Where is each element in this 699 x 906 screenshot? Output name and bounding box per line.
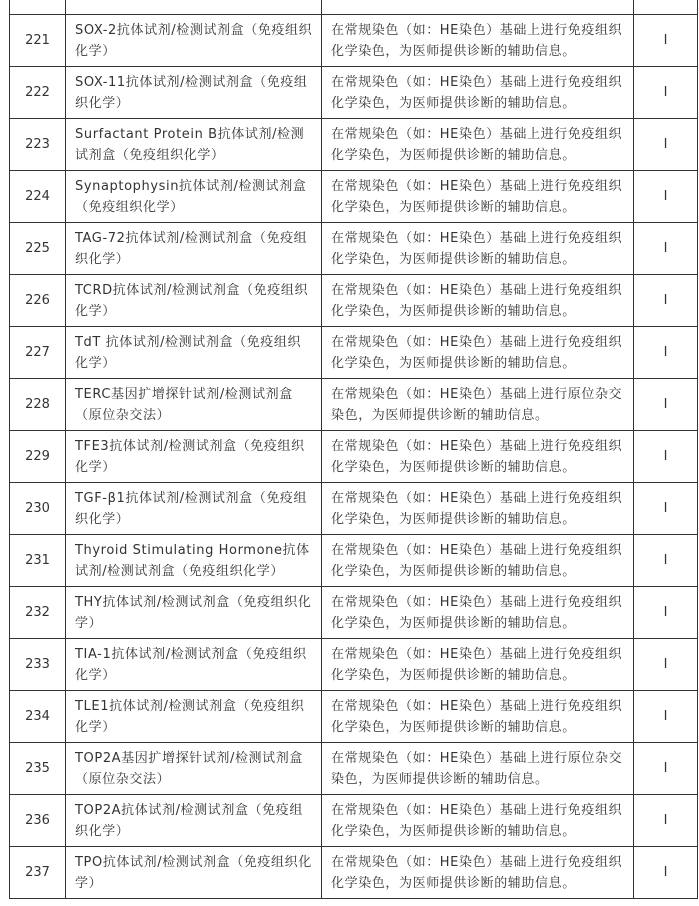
- product-name: TGF-β1抗体试剂/检测试剂盒（免疫组织化学）: [75, 490, 308, 527]
- table-row: [10, 431, 698, 483]
- intended-use: 在常规染色（如：HE染色）基础上进行免疫组织化学染色，为医师提供诊断的辅助信息。: [331, 74, 623, 111]
- product-name: TPO抗体试剂/检测试剂盒（免疫组织化学）: [75, 854, 312, 891]
- product-name: TLE1抗体试剂/检测试剂盒（免疫组织化学）: [75, 698, 305, 735]
- table-row: [10, 275, 698, 327]
- row-number: 230: [25, 501, 50, 516]
- row-number: 222: [25, 85, 50, 100]
- intended-use: 在常规染色（如：HE染色）基础上进行免疫组织化学染色，为医师提供诊断的辅助信息。: [331, 802, 623, 839]
- intended-use: 在常规染色（如：HE染色）基础上进行免疫组织化学染色，为医师提供诊断的辅助信息。: [331, 542, 623, 579]
- table-row: [10, 67, 698, 119]
- product-name-cell: [66, 743, 322, 795]
- device-class: I: [663, 137, 668, 152]
- table-row: [10, 15, 698, 67]
- product-name: TIA-1抗体试剂/检测试剂盒（免疫组织化学）: [75, 646, 307, 683]
- device-class: I: [663, 397, 668, 412]
- row-number-cell: [10, 67, 66, 119]
- device-class-cell: [634, 431, 698, 483]
- row-number: 223: [25, 137, 50, 152]
- intended-use: 在常规染色（如：HE染色）基础上进行免疫组织化学染色，为医师提供诊断的辅助信息。: [331, 646, 623, 683]
- reagent-table: [9, 0, 698, 899]
- product-name: Synaptophysin抗体试剂/检测试剂盒（免疫组织化学）: [75, 178, 307, 215]
- row-number: 221: [25, 33, 50, 48]
- intended-use-cell: [322, 223, 634, 275]
- device-class-cell: [634, 639, 698, 691]
- row-number-cell: [10, 795, 66, 847]
- device-class: I: [663, 85, 668, 100]
- product-name-cell: [66, 795, 322, 847]
- table-row: [10, 483, 698, 535]
- intended-use-cell: [322, 431, 634, 483]
- device-class-cell: [634, 67, 698, 119]
- row-number-cell: [10, 379, 66, 431]
- table-row: [10, 119, 698, 171]
- device-class: I: [663, 501, 668, 516]
- device-class: I: [663, 241, 668, 256]
- product-name-cell: [66, 223, 322, 275]
- intended-use-cell: [322, 847, 634, 899]
- row-number: 228: [25, 397, 50, 412]
- device-class: I: [663, 293, 668, 308]
- intended-use-cell: [322, 379, 634, 431]
- intended-use-cell: [322, 119, 634, 171]
- intended-use: 在常规染色（如：HE染色）基础上进行免疫组织化学染色，为医师提供诊断的辅助信息。: [331, 854, 623, 891]
- device-class-cell: [634, 847, 698, 899]
- device-class-cell: [634, 0, 698, 15]
- product-name-cell: [66, 119, 322, 171]
- product-name: TFE3抗体试剂/检测试剂盒（免疫组织化学）: [75, 438, 305, 475]
- intended-use: 在常规染色（如：HE染色）基础上进行原位杂交染色，为医师提供诊断的辅助信息。: [331, 750, 623, 787]
- device-class: I: [663, 449, 668, 464]
- device-class: I: [663, 33, 668, 48]
- row-number-cell: [10, 327, 66, 379]
- intended-use-cell: [322, 15, 634, 67]
- intended-use: 在常规染色（如：HE染色）基础上进行免疫组织化学染色，为医师提供诊断的辅助信息。: [331, 698, 623, 735]
- product-name-cell: [66, 431, 322, 483]
- row-number-cell: [10, 483, 66, 535]
- product-name-cell: [66, 535, 322, 587]
- row-number-cell: [10, 119, 66, 171]
- device-class: I: [663, 553, 668, 568]
- product-name: TdT 抗体试剂/检测试剂盒（免疫组织化学）: [75, 334, 302, 371]
- product-name-cell: [66, 327, 322, 379]
- intended-use-cell: [322, 327, 634, 379]
- table-row: [10, 691, 698, 743]
- intended-use-cell: [322, 67, 634, 119]
- row-number-cell: [10, 743, 66, 795]
- row-number-cell: [10, 223, 66, 275]
- intended-use: 在常规染色（如：HE染色）基础上进行免疫组织化学染色，为医师提供诊断的辅助信息。: [331, 490, 623, 527]
- intended-use: 在常规染色（如：HE染色）基础上进行免疫组织化学染色，为医师提供诊断的辅助信息。: [331, 594, 623, 631]
- table-row: [10, 795, 698, 847]
- intended-use: 在常规染色（如：HE染色）基础上进行免疫组织化学染色，为医师提供诊断的辅助信息。: [331, 230, 623, 267]
- row-number: 232: [25, 605, 50, 620]
- product-name: TOP2A基因扩增探针试剂/检测试剂盒（原位杂交法）: [75, 750, 303, 787]
- product-name: SOX-2抗体试剂/检测试剂盒（免疫组织化学）: [75, 22, 313, 59]
- device-class: I: [663, 865, 668, 880]
- row-number-cell: [10, 535, 66, 587]
- product-name-cell: [66, 0, 322, 15]
- device-class-cell: [634, 327, 698, 379]
- device-class: I: [663, 761, 668, 776]
- table-row: [10, 223, 698, 275]
- product-name: THY抗体试剂/检测试剂盒（免疫组织化学）: [75, 594, 312, 631]
- device-class: I: [663, 605, 668, 620]
- row-number: 227: [25, 345, 50, 360]
- device-class-cell: [634, 795, 698, 847]
- product-name: TOP2A抗体试剂/检测试剂盒（免疫组织化学）: [75, 802, 303, 839]
- row-number: 235: [25, 761, 50, 776]
- row-number-cell: [10, 639, 66, 691]
- product-name: SOX-11抗体试剂/检测试剂盒（免疫组织化学）: [75, 74, 308, 111]
- device-class-cell: [634, 15, 698, 67]
- device-class-cell: [634, 483, 698, 535]
- row-number-cell: [10, 275, 66, 327]
- table-row: [10, 535, 698, 587]
- row-number: 233: [25, 657, 50, 672]
- table-row: [10, 171, 698, 223]
- intended-use: 在常规染色（如：HE染色）基础上进行原位杂交染色，为医师提供诊断的辅助信息。: [331, 386, 623, 423]
- row-number-cell: [10, 171, 66, 223]
- table-row: [10, 0, 698, 15]
- device-class: I: [663, 813, 668, 828]
- row-number-cell: [10, 431, 66, 483]
- row-number: 237: [25, 865, 50, 880]
- row-number-cell: [10, 15, 66, 67]
- table-row: [10, 743, 698, 795]
- table-row: [10, 327, 698, 379]
- row-number-cell: [10, 587, 66, 639]
- device-class-cell: [634, 587, 698, 639]
- device-class-cell: [634, 171, 698, 223]
- device-class: I: [663, 657, 668, 672]
- row-number: 231: [25, 553, 50, 568]
- row-number-cell: [10, 691, 66, 743]
- table-body: [10, 0, 698, 899]
- intended-use-cell: [322, 587, 634, 639]
- device-class-cell: [634, 535, 698, 587]
- row-number: 226: [25, 293, 50, 308]
- intended-use: 在常规染色（如：HE染色）基础上进行免疫组织化学染色，为医师提供诊断的辅助信息。: [331, 438, 623, 475]
- device-class-cell: [634, 223, 698, 275]
- product-name: Thyroid Stimulating Hormone抗体试剂/检测试剂盒（免疫组织化学）: [75, 542, 310, 579]
- device-class-cell: [634, 119, 698, 171]
- device-class: I: [663, 189, 668, 204]
- row-number: 236: [25, 813, 50, 828]
- device-class-cell: [634, 691, 698, 743]
- product-name-cell: [66, 67, 322, 119]
- device-class-cell: [634, 379, 698, 431]
- intended-use-cell: [322, 795, 634, 847]
- intended-use: 在常规染色（如：HE染色）基础上进行免疫组织化学染色，为医师提供诊断的辅助信息。: [331, 282, 623, 319]
- table-row: [10, 847, 698, 899]
- intended-use: 在常规染色（如：HE染色）基础上进行免疫组织化学染色，为医师提供诊断的辅助信息。: [331, 334, 623, 371]
- table-row: [10, 379, 698, 431]
- intended-use-cell: [322, 275, 634, 327]
- intended-use: 在常规染色（如：HE染色）基础上进行免疫组织化学染色，为医师提供诊断的辅助信息。: [331, 126, 623, 163]
- product-name-cell: [66, 379, 322, 431]
- product-name-cell: [66, 639, 322, 691]
- product-name-cell: [66, 483, 322, 535]
- product-name: TERC基因扩增探针试剂/检测试剂盒（原位杂交法）: [75, 386, 293, 423]
- row-number-cell: [10, 847, 66, 899]
- product-name-cell: [66, 587, 322, 639]
- table-row: [10, 639, 698, 691]
- intended-use: 在常规染色（如：HE染色）基础上进行免疫组织化学染色，为医师提供诊断的辅助信息。: [331, 22, 623, 59]
- table-row: [10, 587, 698, 639]
- device-class-cell: [634, 743, 698, 795]
- product-name-cell: [66, 15, 322, 67]
- product-name: TCRD抗体试剂/检测试剂盒（免疫组织化学）: [75, 282, 309, 319]
- row-number: 229: [25, 449, 50, 464]
- intended-use-cell: [322, 0, 634, 15]
- intended-use-cell: [322, 743, 634, 795]
- device-class-cell: [634, 275, 698, 327]
- product-name-cell: [66, 275, 322, 327]
- product-name: Surfactant Protein B抗体试剂/检测试剂盒（免疫组织化学）: [75, 126, 305, 163]
- row-number: 224: [25, 189, 50, 204]
- row-number: 234: [25, 709, 50, 724]
- row-number-cell: [10, 0, 66, 15]
- device-class: I: [663, 345, 668, 360]
- intended-use-cell: [322, 691, 634, 743]
- intended-use-cell: [322, 535, 634, 587]
- intended-use: 在常规染色（如：HE染色）基础上进行免疫组织化学染色，为医师提供诊断的辅助信息。: [331, 178, 623, 215]
- row-number: 225: [25, 241, 50, 256]
- device-class: I: [663, 709, 668, 724]
- intended-use-cell: [322, 171, 634, 223]
- intended-use-cell: [322, 639, 634, 691]
- product-name-cell: [66, 171, 322, 223]
- product-name-cell: [66, 691, 322, 743]
- intended-use-cell: [322, 483, 634, 535]
- product-name-cell: [66, 847, 322, 899]
- product-name: TAG-72抗体试剂/检测试剂盒（免疫组织化学）: [75, 230, 308, 267]
